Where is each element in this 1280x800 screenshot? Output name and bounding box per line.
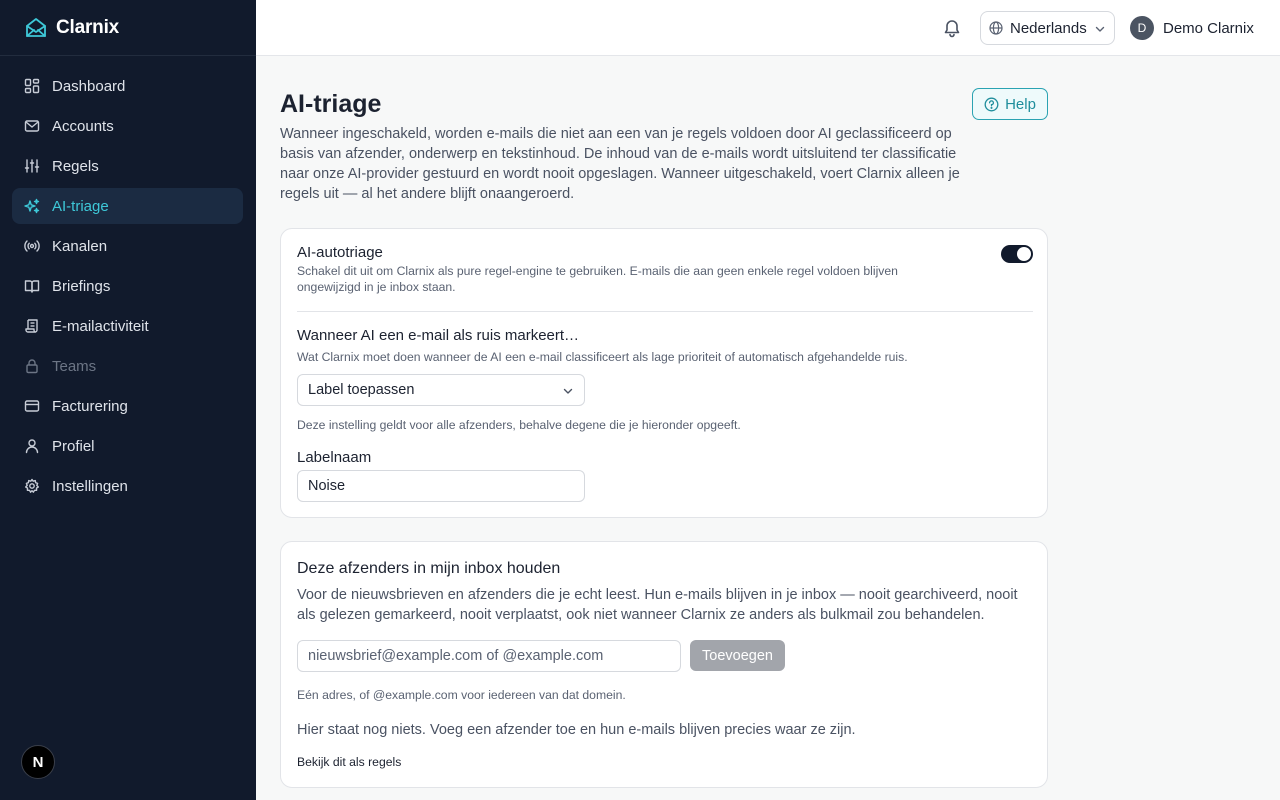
autotriage-description: Schakel dit uit om Clarnix als pure regel-engine te gebruiken. E-mails die aan geen enkele regel voldoen blijven ongewijzigd in je inbox staan.: [297, 264, 898, 294]
keep-senders-card: [280, 541, 1048, 788]
sidebar-item-label: Profiel: [52, 437, 95, 455]
sidebar-item-dashboard[interactable]: [12, 68, 243, 104]
sidebar-item-label: Facturering: [52, 397, 128, 415]
mail-icon: [24, 118, 40, 134]
book-icon: [24, 278, 40, 294]
noise-action-note: Deze instelling geldt voor alle afzenders, behalve degene die je hieronder opgeeft.: [297, 418, 741, 432]
add-sender-button[interactable]: Toevoegen: [690, 640, 785, 671]
language-label: Nederlands: [1010, 19, 1087, 37]
keep-senders-description: Voor de nieuwsbrieven en afzenders die je echt leest. Hun e-mails blijven in je inbox — nooit gearchiveerd, nooit als gelezen gemarkeerd, nooit verplaatst, ook niet wanneer Clarnix ze anders als bulkmail zou behandelen.: [297, 587, 1018, 623]
divider: [297, 311, 1033, 312]
sidebar-item-accounts[interactable]: [12, 108, 243, 144]
label-name-title: Labelnaam: [297, 449, 372, 466]
sparkles-icon: [24, 198, 40, 214]
lock-icon: [24, 358, 40, 374]
empty-state-text: Hier staat nog niets. Voeg een afzender toe en hun e-mails blijven precies waar ze zijn.: [297, 722, 856, 738]
toggle-knob: [1017, 247, 1031, 261]
page-title: AI-triage: [280, 90, 382, 118]
noise-action-title: Wanneer AI een e-mail als ruis markeert…: [297, 327, 580, 344]
user-name: Demo Clarnix: [1163, 19, 1254, 37]
sidebar-item-label: Briefings: [52, 277, 111, 295]
autotriage-toggle[interactable]: [1001, 245, 1033, 263]
sidebar-item-label: AI-triage: [52, 197, 109, 215]
sidebar-item-briefings[interactable]: [12, 268, 243, 304]
sender-input-hint: Eén adres, of @example.com voor iedereen van dat domein.: [297, 688, 626, 702]
noise-action-selected: Label toepassen: [308, 382, 415, 398]
user-menu[interactable]: [1130, 16, 1254, 40]
bell-icon[interactable]: [942, 18, 962, 38]
sidebar-item-label: Kanalen: [52, 237, 108, 255]
noise-action-select[interactable]: [297, 374, 585, 406]
avatar: D: [1130, 16, 1154, 40]
sidebar-item-label: Teams: [52, 357, 97, 375]
dashboard-icon: [24, 78, 40, 94]
sidebar-item-instellingen[interactable]: [12, 468, 243, 504]
sidebar: [0, 0, 256, 800]
gear-icon: [24, 478, 40, 494]
help-circle-icon: [984, 97, 999, 112]
chevron-down-icon: [562, 385, 574, 397]
help-label: Help: [1005, 95, 1036, 113]
sidebar-item-label: Regels: [52, 157, 99, 175]
sidebar-item-ai-triage[interactable]: [12, 188, 243, 224]
dev-tools-badge[interactable]: N: [21, 745, 55, 779]
chevron-down-icon: [1094, 23, 1106, 35]
label-name-input[interactable]: Noise: [297, 470, 585, 502]
user-icon: [24, 438, 40, 454]
app-name: Clarnix: [56, 16, 120, 38]
language-select[interactable]: [980, 11, 1115, 45]
help-button[interactable]: [972, 88, 1048, 120]
autotriage-title: AI-autotriage: [297, 244, 383, 261]
view-as-rules-link[interactable]: Bekijk dit als regels: [297, 755, 402, 769]
sidebar-item-label: E-mailactiviteit: [52, 317, 149, 335]
sidebar-item-facturering[interactable]: [12, 388, 243, 424]
scroll-icon: [24, 318, 40, 334]
sidebar-item-label: Accounts: [52, 117, 114, 135]
globe-icon: [989, 21, 1003, 35]
sidebar-item-regels[interactable]: [12, 148, 243, 184]
page-intro: Wanneer ingeschakeld, worden e-mails die niet aan een van je regels voldoen door AI geclassificeerd op basis van afzender, onderwerp en tekstinhoud. De inhoud van de e-mails wordt uitsluitend ter classificatie naar onze AI-provider gestuurd en wordt nooit opgeslagen. Wanneer uitgeschakeld, voert Clarnix alleen je regels uit — al het andere blijft onaangeroerd.: [280, 126, 960, 202]
brand[interactable]: [0, 0, 256, 56]
sender-input[interactable]: nieuwsbrief@example.com of @example.com: [297, 640, 681, 672]
sidebar-item-teams: [12, 348, 243, 384]
sidebar-item-profiel[interactable]: [12, 428, 243, 464]
sidebar-item-e-mailactiviteit[interactable]: [12, 308, 243, 344]
sidebar-nav: [12, 68, 243, 508]
noise-action-description: Wat Clarnix moet doen wanneer de AI een e-mail classificeert als lage prioriteit of automatisch afgehandelde ruis.: [297, 350, 908, 364]
topbar: [256, 0, 1280, 56]
keep-senders-title: Deze afzenders in mijn inbox houden: [297, 560, 561, 577]
credit-card-icon: [24, 398, 40, 414]
sidebar-item-label: Instellingen: [52, 477, 128, 495]
sidebar-item-label: Dashboard: [52, 77, 126, 95]
clarnix-logo-icon: [24, 16, 48, 40]
broadcast-icon: [24, 238, 40, 254]
sidebar-item-kanalen[interactable]: [12, 228, 243, 264]
ai-autotriage-card: [280, 228, 1048, 518]
sliders-icon: [24, 158, 40, 174]
